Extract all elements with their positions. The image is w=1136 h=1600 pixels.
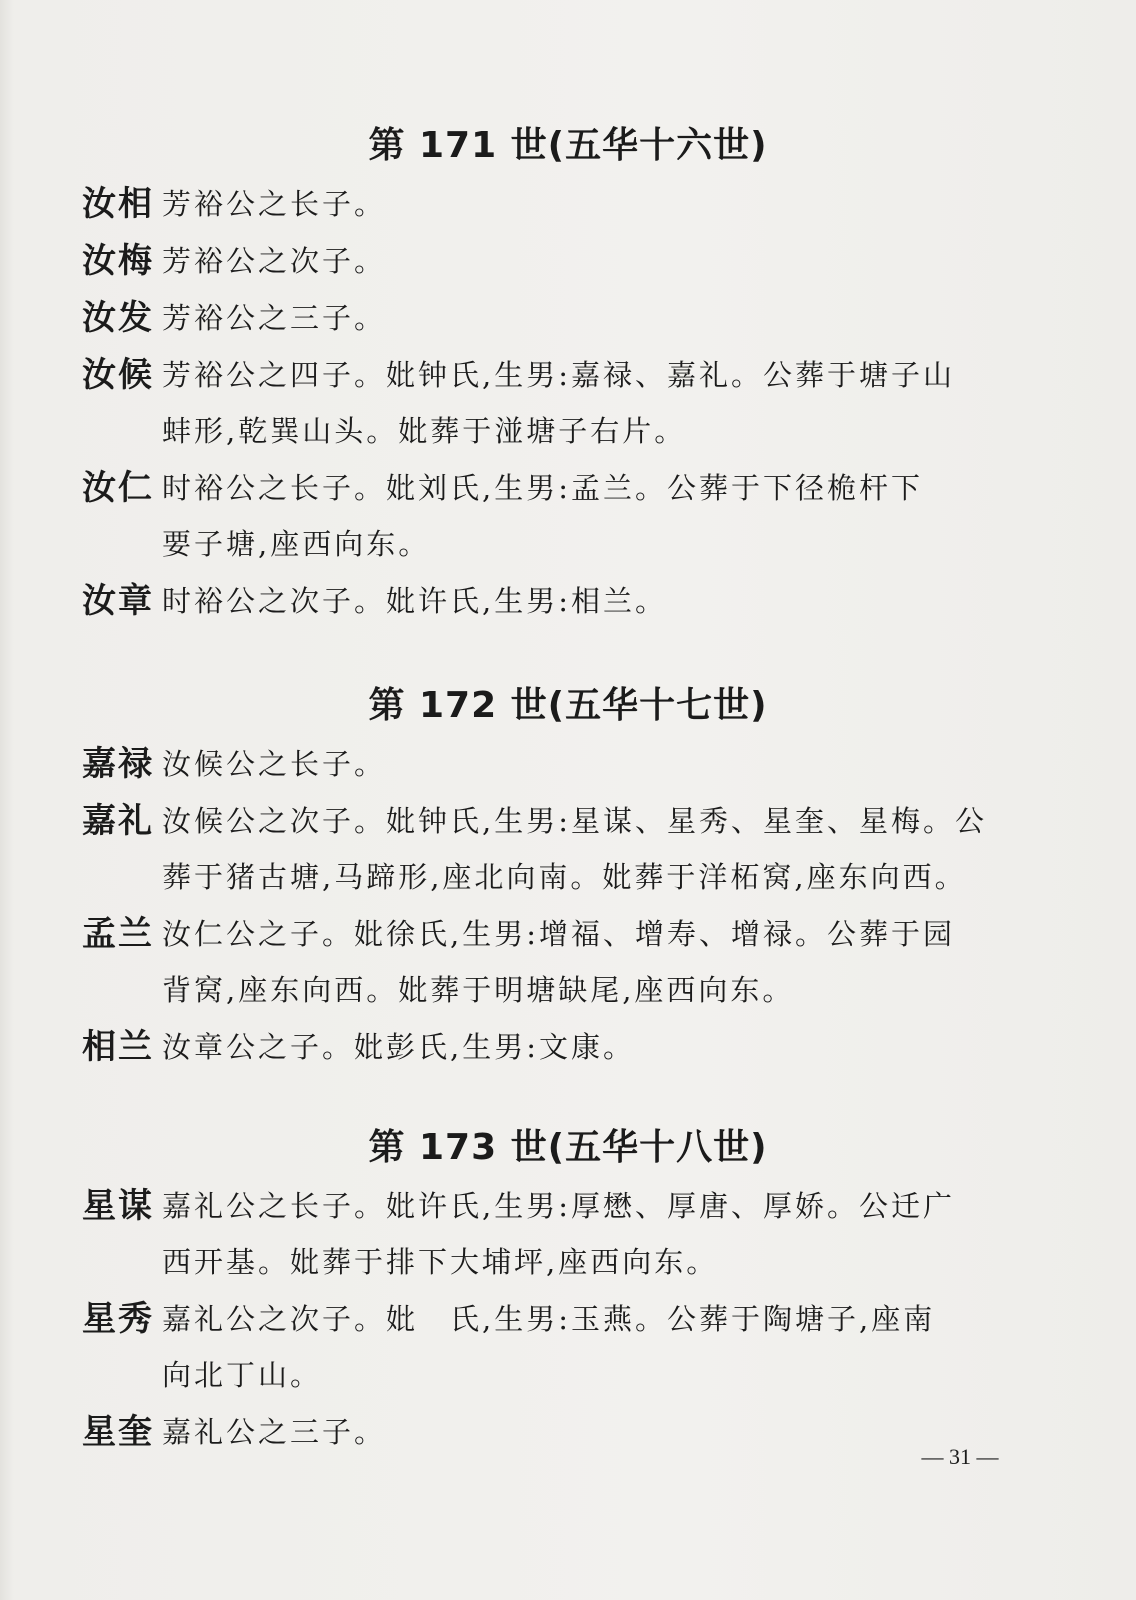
generation-section-173 [0,1118,1136,1461]
entry-name: 汝仁 [82,468,154,508]
entry-text-continued: 背窝,座东向西。妣葬于明塘缺尾,座西向东。 [162,973,795,1007]
entry-jiali [82,793,1032,906]
entry-text: 时裕公之长子。妣刘氏,生男:孟兰。公葬于下径桅杆下 [162,471,923,505]
entry-text: 嘉礼公之三子。 [162,1415,387,1449]
entry-text: 芳裕公之长子。 [162,187,387,221]
entry-text-continued: 葬于猪古塘,马蹄形,座北向南。妣葬于洋柘窝,座东向西。 [162,860,967,894]
entry-text-continued: 要子塘,座西向东。 [162,527,431,561]
generation-title: 第 173 世(五华十八世) [368,1127,768,1168]
entry-text: 汝仁公之子。妣徐氏,生男:增福、增寿、增禄。公葬于园 [162,917,955,951]
entry-text: 汝候公之长子。 [162,747,387,781]
entry-text-continued: 蚌形,乾巽山头。妣葬于湴塘子右片。 [162,414,687,448]
entry-name: 嘉禄 [82,744,154,784]
entry-xingxiu [82,1291,1032,1404]
generation-title: 第 172 世(五华十七世) [368,685,768,726]
entry-text: 嘉礼公之长子。妣许氏,生男:厚懋、厚唐、厚娇。公迁广 [162,1189,955,1223]
entry-name: 汝相 [82,184,154,224]
entry-jialu [82,736,1032,793]
entry-text: 芳裕公之四子。妣钟氏,生男:嘉禄、嘉礼。公葬于塘子山 [162,358,955,392]
entry-xingkui [82,1404,1032,1461]
entry-ruxiang [82,176,1032,233]
entry-text: 汝章公之子。妣彭氏,生男:文康。 [162,1030,635,1064]
entry-name: 汝候 [82,355,154,395]
entry-name: 嘉礼 [82,801,154,841]
entry-name: 汝发 [82,298,154,338]
entry-ruren [82,460,1032,573]
entry-rumei [82,233,1032,290]
entry-text-continued: 向北丁山。 [162,1358,323,1392]
entry-ruhou [82,347,1032,460]
entry-text: 嘉礼公之次子。妣 氏,生男:玉燕。公葬于陶塘子,座南 [162,1302,936,1336]
entry-text: 时裕公之次子。妣许氏,生男:相兰。 [162,584,667,618]
entry-rufa [82,290,1032,347]
entry-name: 星谋 [82,1186,154,1226]
page-number: — 31 — [921,1444,999,1469]
entry-menglan [82,906,1032,1019]
entry-xingmou [82,1178,1032,1291]
entry-ruzhang [82,573,1032,630]
generation-section-172 [0,676,1136,1076]
entry-xianglan [82,1019,1032,1076]
entry-text: 芳裕公之次子。 [162,244,387,278]
entry-text: 汝候公之次子。妣钟氏,生男:星谋、星秀、星奎、星梅。公 [162,804,987,838]
entry-name: 汝梅 [82,241,154,281]
generation-title: 第 171 世(五华十六世) [368,125,768,166]
entry-name: 星奎 [82,1412,154,1452]
generation-section-171 [0,116,1136,630]
entry-name: 孟兰 [82,914,154,954]
entry-name: 星秀 [82,1299,154,1339]
entry-text-continued: 西开基。妣葬于排下大埔坪,座西向东。 [162,1245,719,1279]
entry-text: 芳裕公之三子。 [162,301,387,335]
entry-name: 相兰 [82,1027,154,1067]
entry-name: 汝章 [82,581,154,621]
